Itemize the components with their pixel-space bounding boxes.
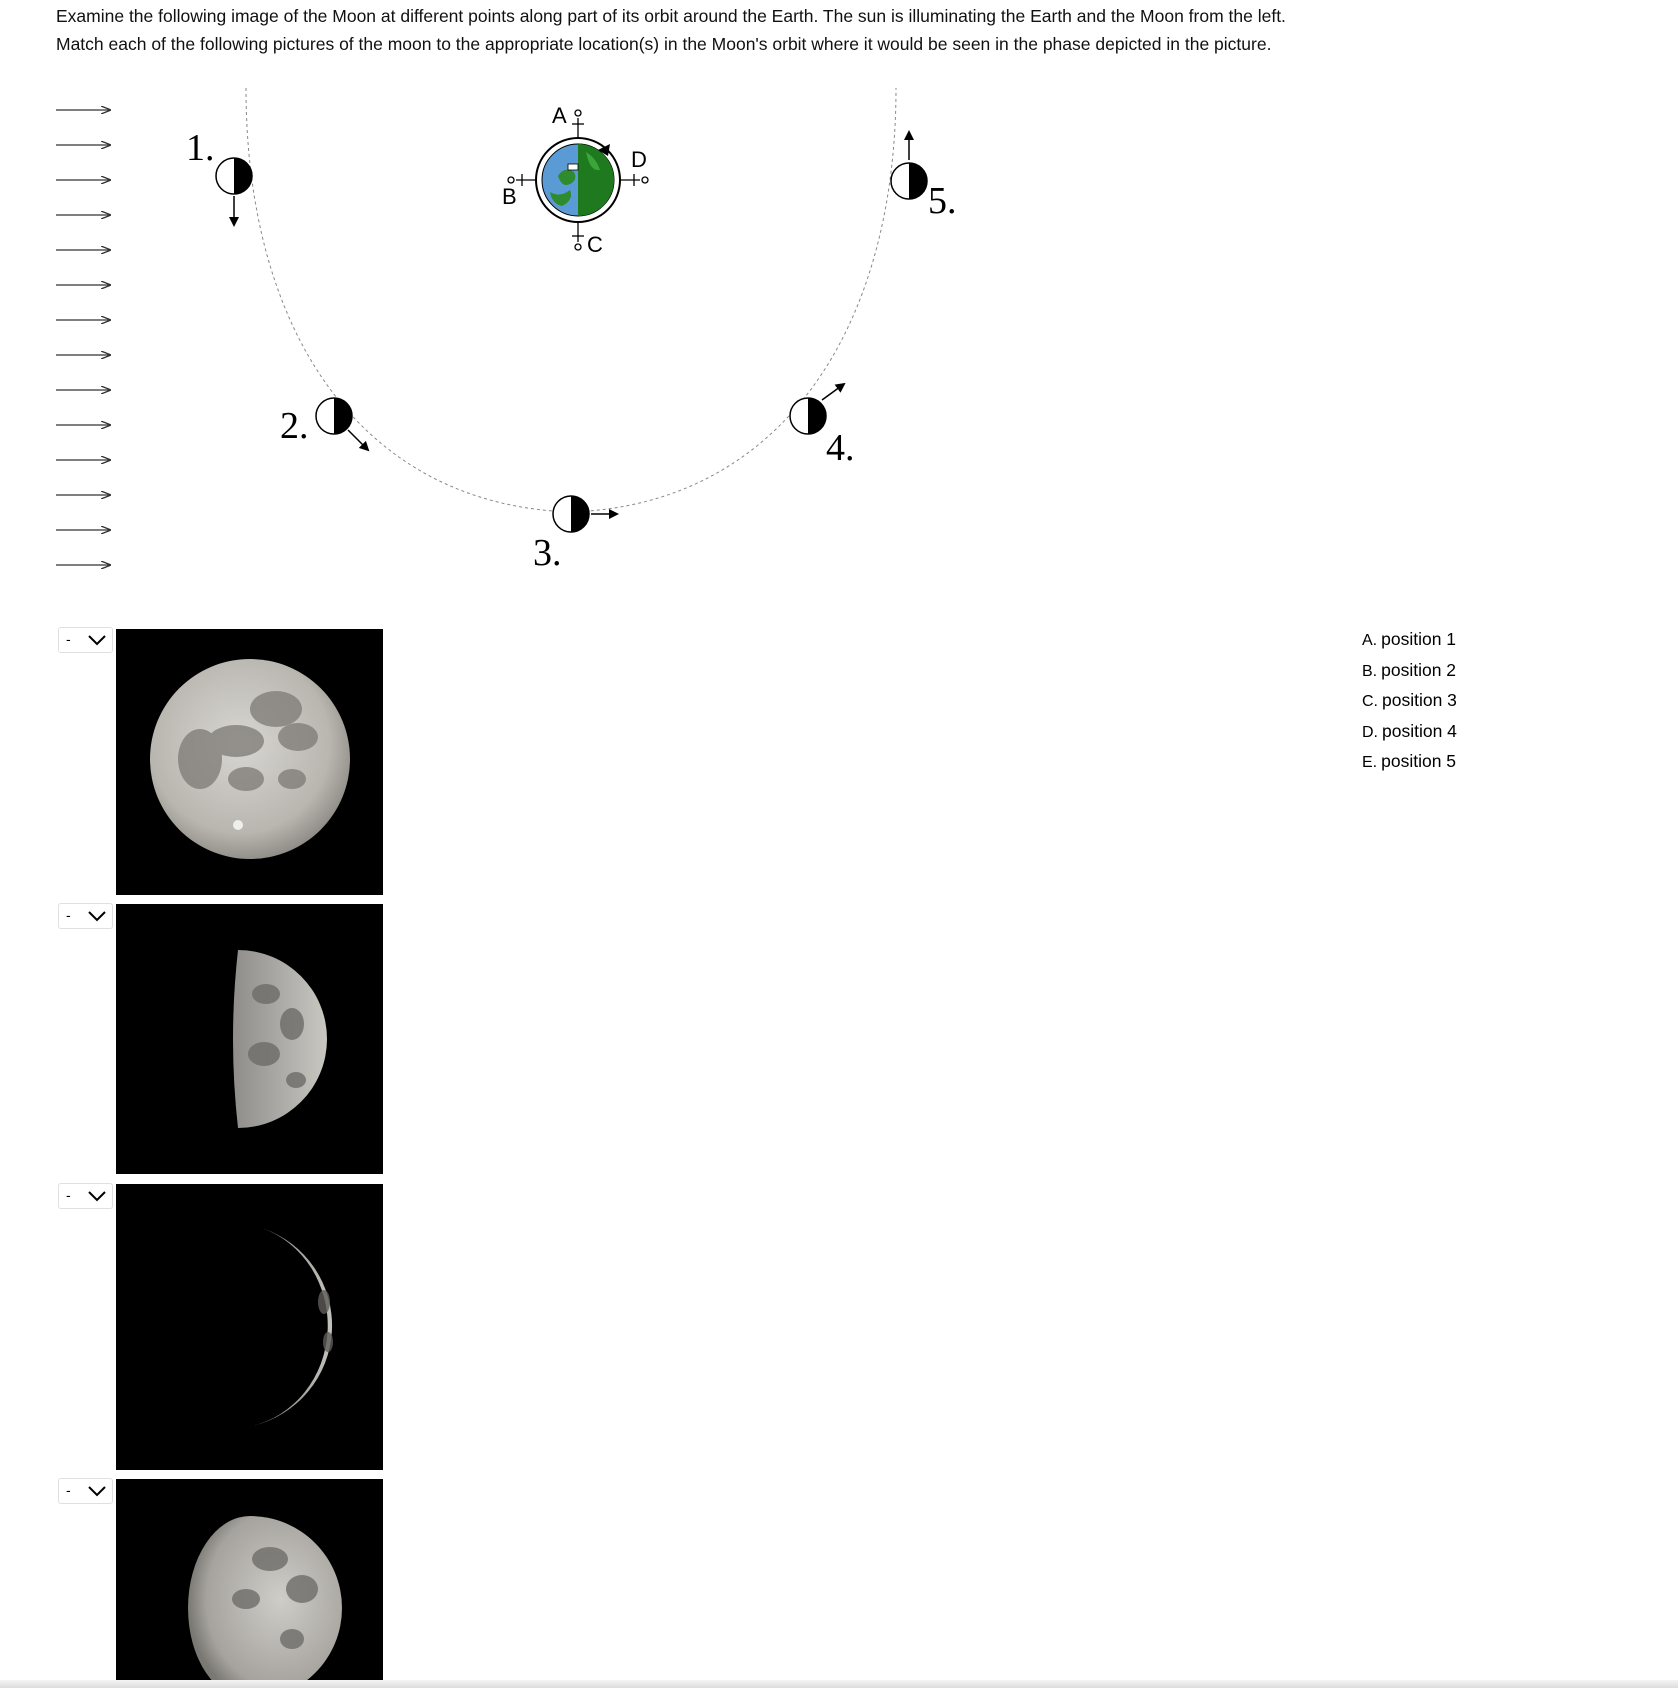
answer-text: position 3 — [1382, 690, 1457, 710]
horizontal-scrollbar[interactable] — [0, 1680, 1678, 1688]
position-label-2: 2. — [280, 405, 309, 447]
answer-option-d — [1362, 718, 1457, 749]
earth-label-d: D — [631, 147, 647, 172]
moon-orbit-diagram — [50, 80, 970, 580]
position-label-4: 4. — [826, 427, 855, 469]
chevron-down-icon — [88, 634, 106, 646]
match-select-3[interactable] — [58, 1183, 113, 1209]
answer-text: position 5 — [1381, 751, 1457, 771]
position-label-3: 3. — [533, 532, 562, 574]
answer-option-e — [1362, 748, 1457, 779]
position-label-5: 5. — [928, 180, 957, 222]
moon-position-4 — [790, 384, 855, 469]
moon-position-5 — [891, 132, 957, 222]
earth-label-a: A — [552, 103, 567, 128]
answer-text: position 2 — [1381, 659, 1457, 680]
answer-letter: C. — [1362, 693, 1378, 710]
chevron-down-icon — [88, 1485, 106, 1497]
earth — [502, 103, 648, 257]
waxing-crescent-moon-photo — [116, 1184, 383, 1470]
moon-position-2 — [280, 398, 368, 450]
answer-letter: D. — [1362, 723, 1378, 741]
question-line-2: Match each of the following pictures of the moon to the appropriate location(s) in the Moon's orbit where it would be seen in the phase depicted in the picture. — [56, 34, 1272, 54]
earth-label-c: C — [587, 232, 603, 257]
moon-position-1 — [186, 127, 252, 225]
position-label-1: 1. — [186, 127, 215, 169]
answer-options — [1362, 626, 1457, 779]
sunlight-arrows — [56, 110, 110, 565]
full-moon-photo — [116, 629, 383, 895]
match-select-2-value: - — [66, 907, 71, 923]
match-select-4[interactable] — [58, 1478, 113, 1504]
earth-label-b: B — [502, 184, 517, 209]
answer-letter: B. — [1362, 662, 1378, 680]
match-select-1[interactable] — [58, 627, 113, 653]
answer-option-b — [1362, 657, 1457, 688]
match-select-2[interactable] — [58, 903, 113, 929]
match-select-4-value: - — [66, 1482, 71, 1498]
moon-position-3 — [533, 496, 617, 574]
chevron-down-icon — [88, 1190, 106, 1202]
waxing-gibbous-moon-photo — [116, 1479, 383, 1688]
answer-option-c — [1362, 687, 1457, 718]
answer-letter: A. — [1362, 632, 1378, 649]
first-quarter-moon-photo — [116, 904, 383, 1174]
answer-letter: E. — [1362, 754, 1378, 771]
answer-option-a — [1362, 626, 1457, 657]
match-select-1-value: - — [66, 631, 71, 647]
answer-text: position 1 — [1381, 629, 1457, 649]
question-line-1: Examine the following image of the Moon at different points along part of its orbit around the Earth. The sun is illuminating the Earth and the Moon from the left. — [56, 6, 1286, 26]
question-text — [56, 2, 1456, 58]
chevron-down-icon — [88, 910, 106, 922]
match-select-3-value: - — [66, 1187, 71, 1203]
answer-text: position 4 — [1382, 720, 1457, 741]
